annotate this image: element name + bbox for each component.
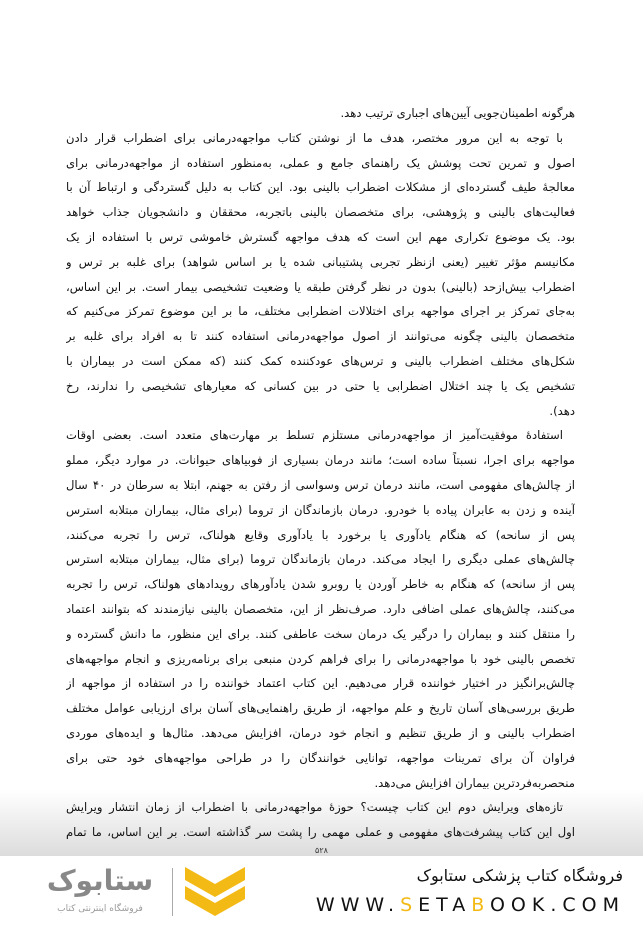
text-line: فعالیت‌های بالینی و پژوهشی، برای متخصصان بالینی باتجربه، محققان و دانشجویان جذاب خواهد bbox=[66, 205, 575, 220]
text-line: اول این کتاب پیشرفت‌های مفهومی و عملی مهمی را پشت سر گذاشته است. بر این اساس، ما تمام bbox=[66, 825, 575, 840]
text-line: تشخیص یک یا چند اختلال اضطرابی یا حتی در بین کسانی که معیارهای تشخیصی را ندارند، رخ bbox=[66, 378, 575, 393]
shop-url[interactable] bbox=[316, 894, 625, 916]
text-line: با توجه به این مرور مختصر، هدف ما از نوشتن کتاب مواجهه‌درمانی برای اضطراب قرار دادن bbox=[66, 130, 563, 145]
logo-subtitle: فروشگاه اینترنتی کتاب bbox=[57, 904, 143, 914]
footer-banner bbox=[0, 856, 643, 926]
text-line: استفادهٔ موفقیت‌آمیز از مواجهه‌درمانی مستلزم تسلط بر مهارت‌های متعدد است. بعضی اوقات bbox=[66, 428, 563, 443]
text-line: می‌کنند، چالش‌های عملی اضافی دارد. صرف‌نظر از این، متخصصان بالینی نیازمندند که بتوانند اعتماد bbox=[66, 601, 575, 616]
text-line: مکانیسم مؤثر تغییر (یعنی ازنظر تجربی پشتیبانی شده یا بر اساس شواهد) برای غلبه بر ترس و bbox=[66, 254, 575, 269]
logo-divider bbox=[172, 868, 173, 916]
text-line: به‌جای تمرکز بر اجرای مواجهه برای اختلالات اضطرابی مختلف، ما بر این موضوع تمرکز می‌کنیم که bbox=[66, 304, 575, 319]
text-line: آینده و زدن به عابران پیاده با خودرو. درمان بازماندگان از تروما (برای مثال، بیماران مبتلابه استرس bbox=[66, 502, 575, 517]
text-line: را منتقل کنند و بیماران را درگیر یک درمان سخت عاطفی کنند. برای این منظور، ما دانش گسترده و bbox=[66, 626, 575, 641]
shop-name: فروشگاه کتاب پزشکی ستابوک bbox=[416, 866, 623, 885]
text-line: شکل‌های مختلف اضطراب بالینی و ترس‌های عودکننده کمک کنند (که ممکن است در بیماران با bbox=[66, 353, 575, 368]
text-line: مواجهه برای اجرا، نسبتاً ساده است؛ مانند درمان بسیاری از فوبیاهای حیوانات. در موارد دیگر، مملو bbox=[66, 453, 575, 468]
url-part: OOK.COM bbox=[489, 894, 625, 916]
url-part: S bbox=[400, 894, 419, 916]
text-line: پس از سانحه) که هنگام یادآوری یا برخورد با یادآوری وقایع هولناک، ترس را تجربه می‌کنند، bbox=[66, 527, 575, 542]
text-line: دهد). bbox=[549, 403, 575, 418]
text-line: اصول و تمرین تحت پوشش یک راهنمای جامع و عملی، به‌منظور استفاده از مواجهه‌درمانی برای bbox=[66, 155, 575, 170]
text-line: بود. یک موضوع تکراری مهم این است که هدف مواجهه گسترش خاموشی ترس با استفاده از یک bbox=[66, 229, 575, 244]
text-line: طریق بررسی‌های آسان تاریخ و علم مواجهه، از طریق راهنمایی‌های آسان برای ارزیابی عوامل مختلف bbox=[66, 701, 575, 716]
text-line: منحصربه‌فردترین بیماران افزایش می‌دهد. bbox=[374, 775, 575, 790]
text-line: اضطراب بیش‌ازحد (بالینی) بدون در نظر گرفتن طبقه یا وضعیت تشخیصی بیمار است. بر این اساس، bbox=[66, 279, 575, 294]
text-line: پس از سانحه) که هنگام به خاطر آوردن یا روبرو شدن یادآورهای رویدادهای هولناک، ترس را تجربه bbox=[66, 577, 575, 592]
text-line: معالجهٔ طیف گسترده‌ای از مشکلات اضطراب بالینی بود. این کتاب به دلیل گستردگی و ارتباط آن با bbox=[66, 180, 575, 195]
page-number: ۵۲۸ bbox=[315, 846, 328, 855]
text-line: متخصصان بالینی چگونه می‌توانند از اصول مواجهه‌درمانی استفاده کنند تا به افراد برای غلبه بر bbox=[66, 329, 575, 344]
text-line: اضطراب بالینی و از طریق تنظیم و انجام خود درمان، افزایش می‌دهد. مثال‌ها و ایده‌های موردی bbox=[66, 725, 575, 740]
setabook-chevron-logo-icon bbox=[180, 862, 250, 922]
text-line: فراوان آن برای تمرینات مواجهه، توانایی خوانندگان را در طراحی مواجهه‌های خود حتی برای bbox=[66, 750, 575, 765]
text-line: تازه‌های ویرایش دوم این کتاب چیست؟ حوزهٔ مواجهه‌درمانی با اضطراب از زمان انتشار ویرایش bbox=[66, 800, 563, 815]
url-part: ETA bbox=[418, 894, 472, 916]
text-line: از چالش‌های مفهومی است، مانند درمان ترس وسواسی از رفتن به جهنم، ابتلا به سرطان در ۴۰ سال bbox=[66, 477, 575, 492]
text-line: هرگونه اطمینان‌جویی آیین‌های اجباری ترتیب دهد. bbox=[340, 106, 575, 120]
text-line: چالش‌برانگیز در اختیار خواننده قرار می‌دهیم. این کتاب اعتماد خواننده را در استفاده از مواجهه از bbox=[66, 676, 575, 691]
body-text bbox=[66, 101, 575, 845]
setabook-logo-text: ستابوک bbox=[46, 864, 154, 897]
url-part: WWW. bbox=[315, 894, 401, 916]
text-line: تخصص بالینی خود با مواجهه‌درمانی را برای فراهم کردن منبعی برای برنامه‌ریزی و انجام مواجهه‌های bbox=[66, 651, 575, 666]
text-line: چالش‌های عملی دیگری را ایجاد می‌کند. درمان بازماندگان تروما (برای مثال، بیماران مبتلابه استرس bbox=[66, 552, 575, 567]
url-part: B bbox=[471, 894, 490, 916]
